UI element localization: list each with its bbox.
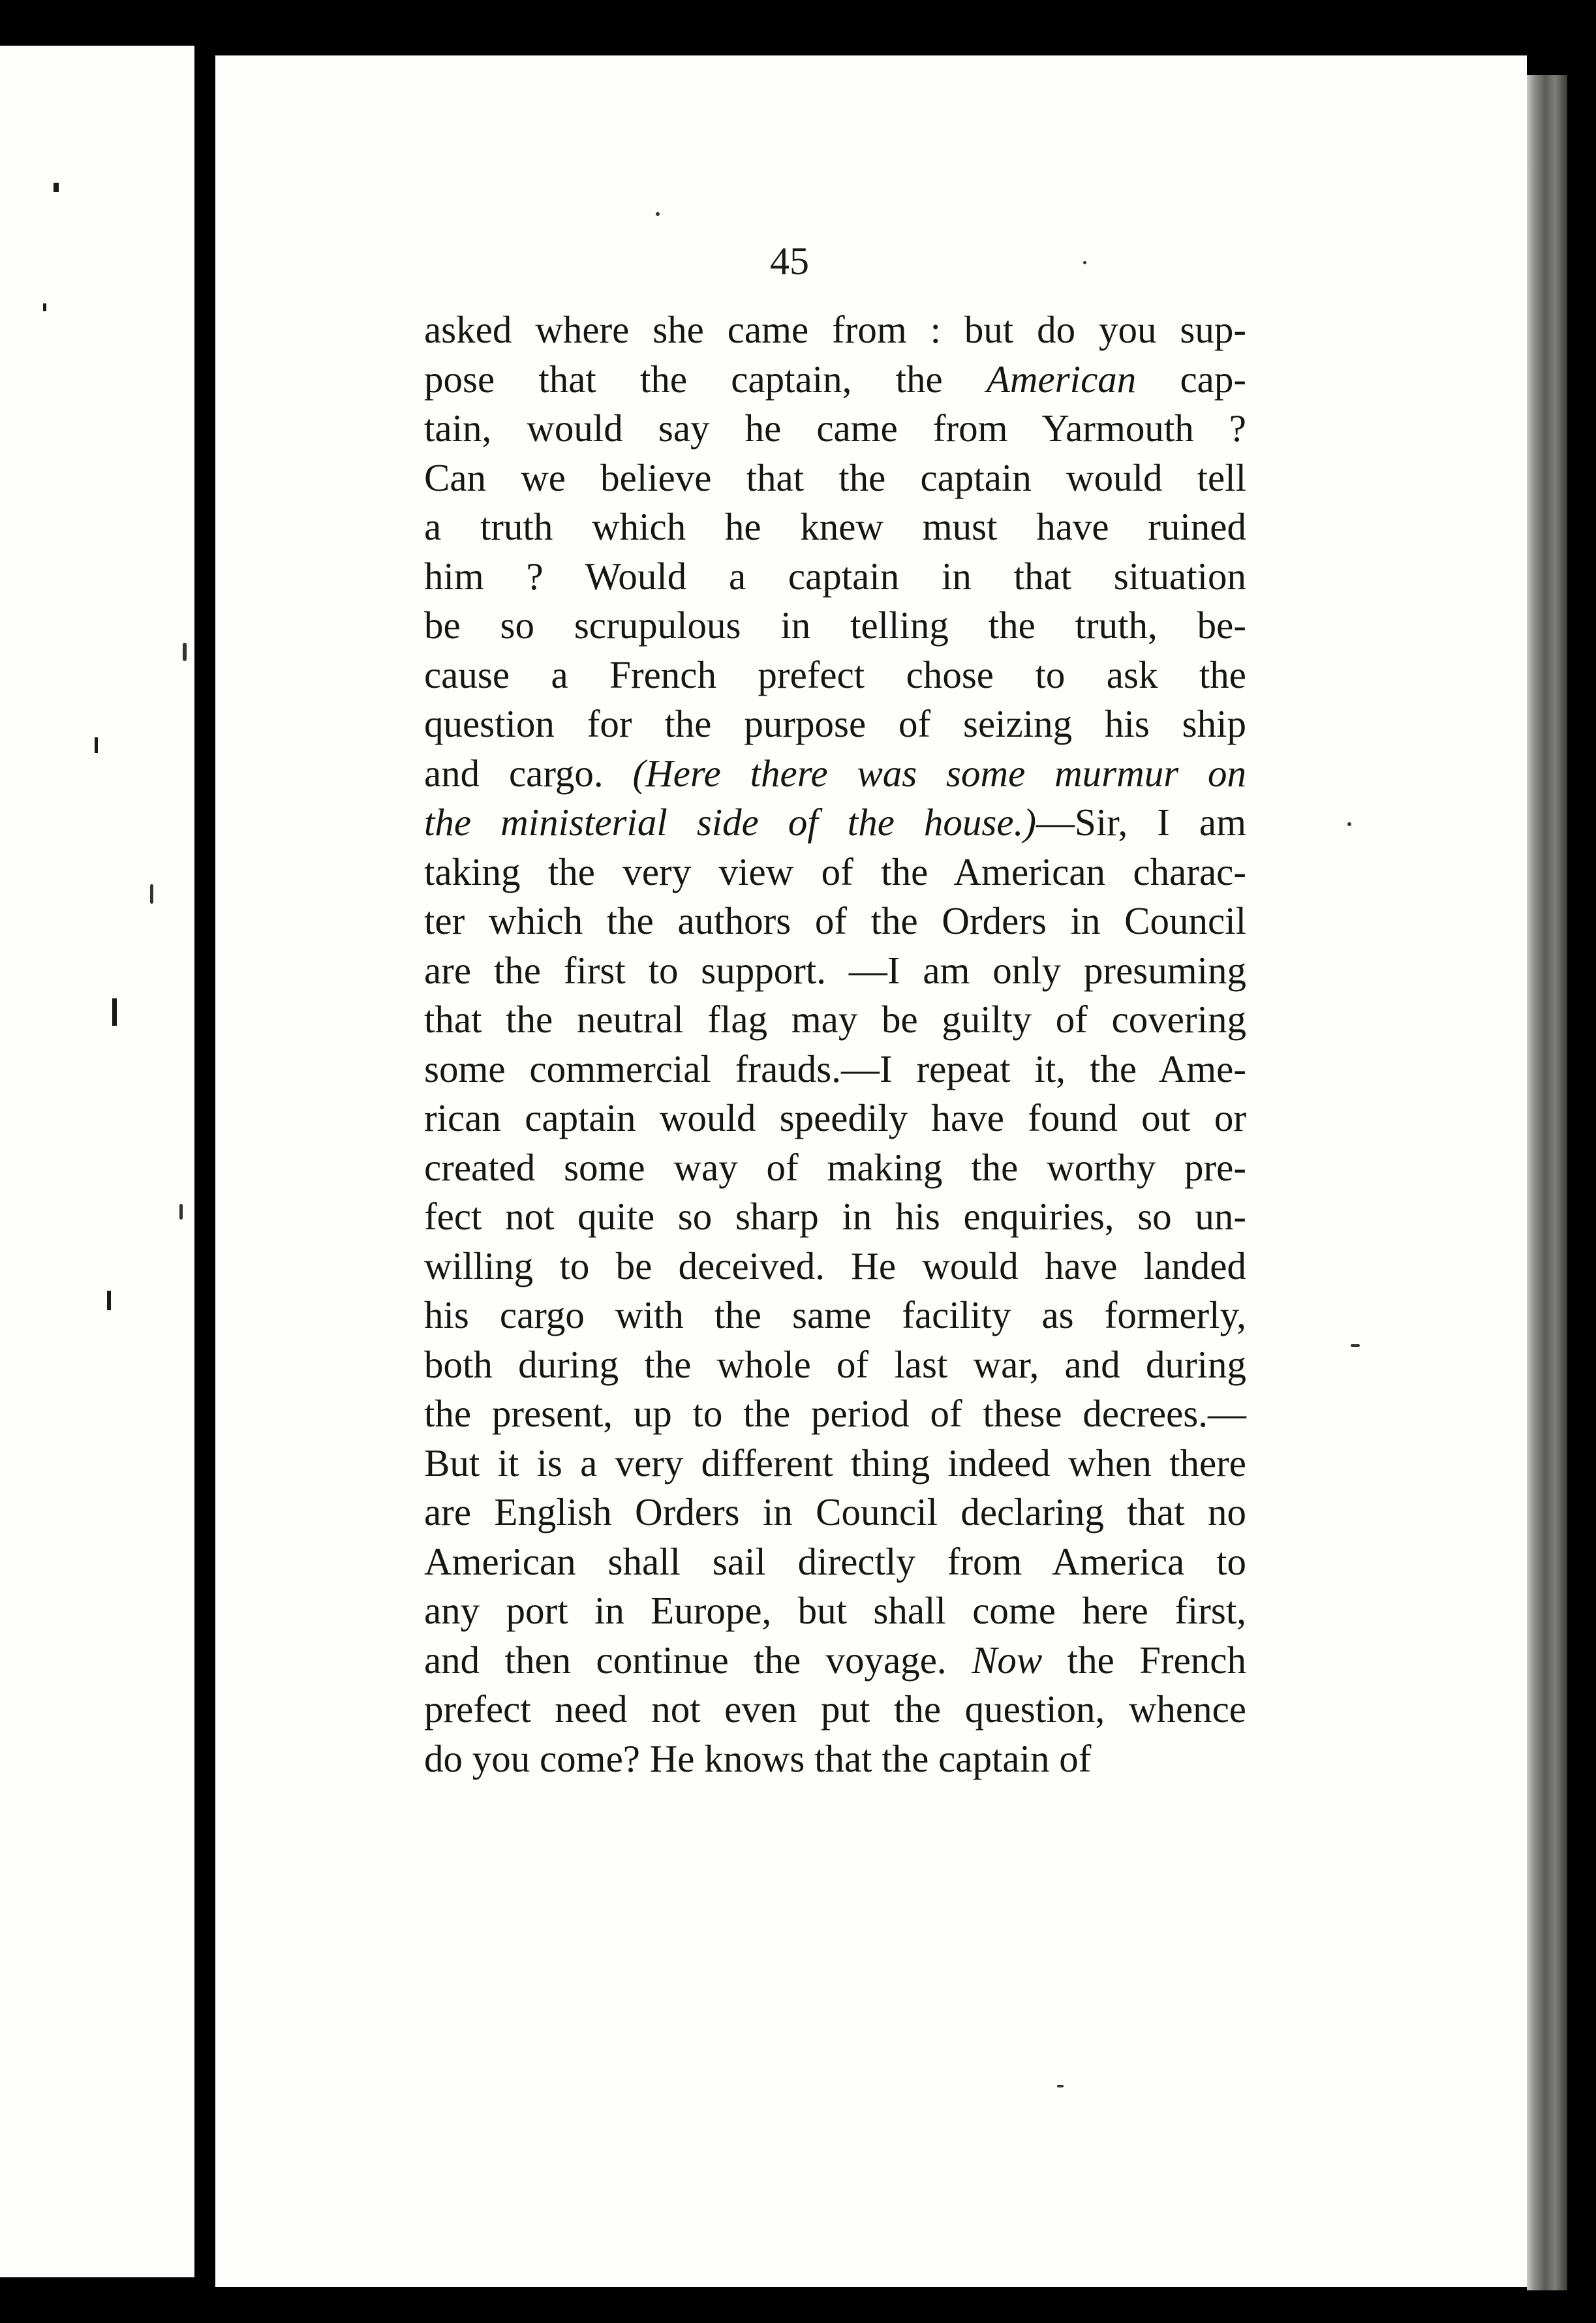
text-line: Can we believe that the captain would tell (424, 455, 1246, 499)
text-line: fect not quite so sharp in his enquiries, so un- (424, 1195, 1246, 1238)
text-line: his cargo with the same facility as formerly, (424, 1293, 1246, 1336)
text-line: him ? Would a captain in that situation (424, 554, 1246, 598)
italic-phrase: the ministerial side of the house.) (424, 801, 1036, 844)
text-line: any port in Europe, but shall come here first, (424, 1589, 1246, 1632)
text-line: some commercial frauds.—I repeat it, the Ame- (424, 1047, 1246, 1090)
text-line: cause a French prefect chose to ask the (424, 653, 1246, 696)
ink-speck (1083, 261, 1086, 264)
text-line: be so scrupulous in telling the truth, be- (424, 604, 1246, 647)
text-line: rican captain would speedily have found out or (424, 1096, 1246, 1139)
text-line: prefect need not even put the question, whence (424, 1687, 1246, 1731)
page-edge (1527, 75, 1567, 2290)
ink-speck (107, 1291, 111, 1310)
page-number: 45 (770, 239, 809, 283)
text-line: asked where she came from : but do you sup- (424, 308, 1246, 351)
ink-speck (1057, 2085, 1064, 2087)
text-line: and cargo. (Here there was some murmur on (424, 751, 1246, 795)
ink-speck (150, 884, 153, 904)
ink-speck (1347, 822, 1351, 826)
text-line: both during the whole of last war, and during (424, 1342, 1246, 1386)
ink-speck (183, 643, 187, 661)
ink-speck (54, 183, 59, 192)
text-line: that the neutral flag may be guilty of covering (424, 998, 1246, 1041)
text-line: But it is a very different thing indeed when there (424, 1441, 1246, 1485)
text-line: are the first to support. —I am only presuming (424, 948, 1246, 992)
text-line: American shall sail directly from America to (424, 1539, 1246, 1583)
text-line: question for the purpose of seizing his ship (424, 702, 1246, 745)
text-line: a truth which he knew must have ruined (424, 505, 1246, 548)
text-line: taking the very view of the American charac- (424, 850, 1246, 893)
text-line: are English Orders in Council declaring that no (424, 1490, 1246, 1533)
ink-speck (43, 303, 46, 311)
body-text (424, 305, 1246, 1783)
ink-speck (179, 1204, 183, 1220)
text-line: ter which the authors of the Orders in Council (424, 899, 1246, 942)
text-line: tain, would say he came from Yarmouth ? (424, 407, 1246, 450)
ink-speck (112, 998, 117, 1026)
text-line: and then continue the voyage. Now the French (424, 1638, 1246, 1682)
text-line: the ministerial side of the house.)—Sir, I am (424, 801, 1246, 844)
italic-phrase: American (986, 357, 1137, 401)
text-line: willing to be deceived. He would have landed (424, 1244, 1246, 1287)
italic-phrase: (Here there was some murmur on (632, 751, 1246, 795)
italic-phrase: Now (972, 1638, 1043, 1682)
text-line: created some way of making the worthy pre- (424, 1145, 1246, 1189)
facing-page (0, 46, 194, 2277)
text-line: pose that the captain, the American cap- (424, 357, 1246, 401)
ink-speck (656, 212, 660, 216)
text-line: do you come? He knows that the captain of (424, 1736, 1092, 1780)
ink-speck (1351, 1344, 1360, 1347)
ink-speck (95, 737, 98, 753)
text-line: the present, up to the period of these decrees.— (424, 1392, 1246, 1435)
